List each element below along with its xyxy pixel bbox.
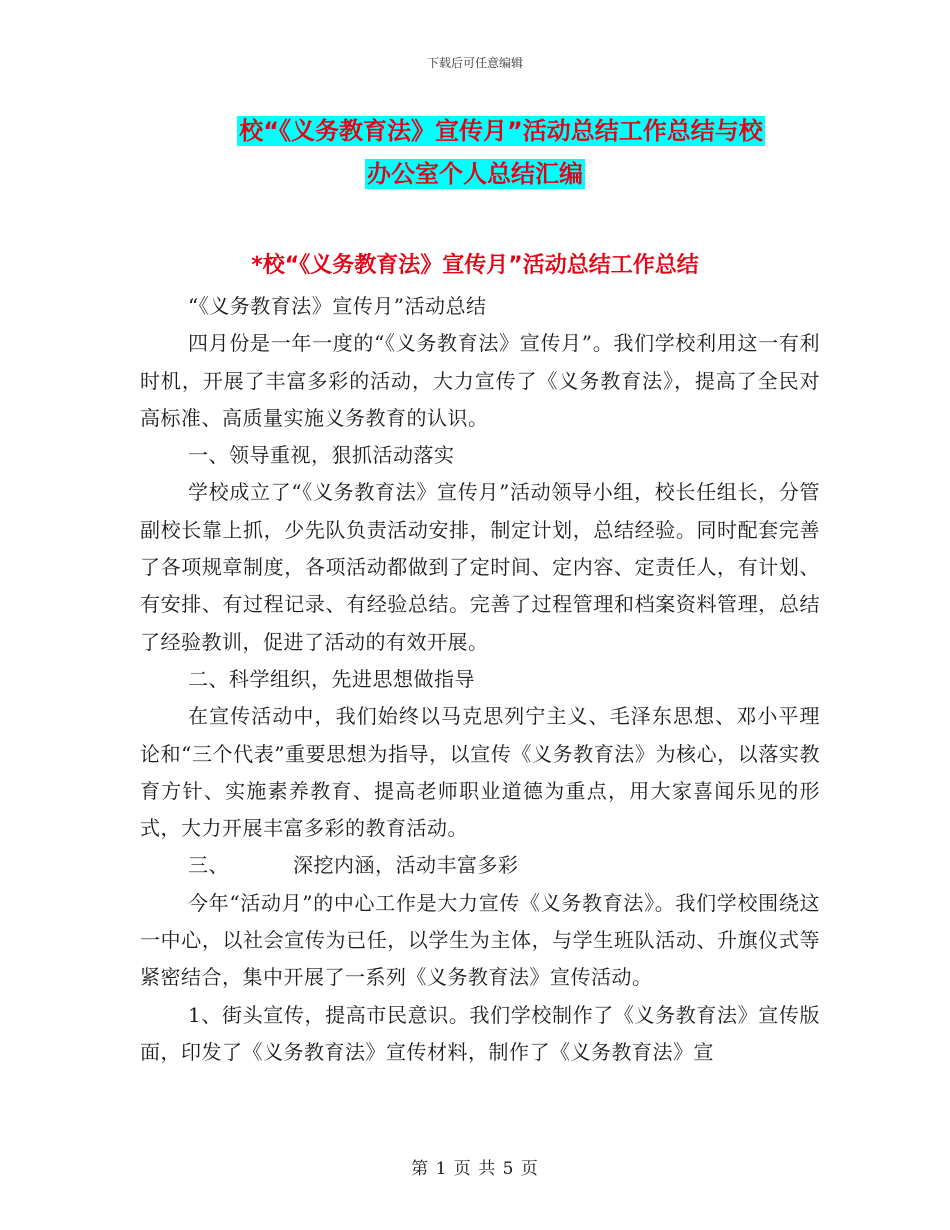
document-body bbox=[140, 288, 820, 1071]
document-title-line-2 bbox=[0, 157, 950, 191]
title-highlight-1: 校“《义务教育法》宣传月”活动总结工作总结与校 bbox=[239, 117, 763, 145]
paragraph-heading bbox=[140, 847, 820, 884]
paragraph-heading: 二、科学组织，先进思想做指导 bbox=[188, 666, 475, 691]
heading-text: 深挖内涵，活动丰富多彩 bbox=[293, 853, 519, 878]
header-note: 下载后可任意编辑 bbox=[426, 56, 523, 70]
section-title: *校“《义务教育法》宣传月”活动总结工作总结 bbox=[251, 253, 699, 278]
paragraph: “《义务教育法》宣传月”活动总结 bbox=[188, 294, 487, 318]
paragraph: 今年“活动月”的中心工作是大力宣传《义务教育法》。我们学校围绕这一中心，以社会宣传为已任，以学生为主体，与学生班队活动、升旗仪式等紧密结合，集中开展了一系列《义务教育法》宣传活动。 bbox=[140, 890, 820, 990]
paragraph: 在宣传活动中，我们始终以马克思列宁主义、毛泽东思想、邓小平理论和“三个代表”重要思想为指导，以宣传《义务教育法》为核心，以落实教育方针、实施素养教育、提高老师职业道德为重点，用大家喜闻乐见的形式，大力开展丰富多彩的教育活动。 bbox=[140, 704, 820, 841]
page-footer: 第 1 页 共 5 页 bbox=[411, 1159, 539, 1179]
paragraph: 学校成立了“《义务教育法》宣传月”活动领导小组，校长任组长，分管副校长靠上抓，少先队负责活动安排，制定计划，总结经验。同时配套完善了各项规章制度，各项活动都做到了定时间、定内容、定责任人，有计划、有安排、有过程记录、有经验总结。完善了过程管理和档案资料管理，总结了经验教训，促进了活动的有效开展。 bbox=[140, 480, 820, 654]
paragraph: 1、街头宣传，提高市民意识。我们学校制作了《义务教育法》宣传版面，印发了《义务教育法》宣传材料，制作了《义务教育法》宣 bbox=[140, 1002, 820, 1064]
paragraph: 四月份是一年一度的“《义务教育法》宣传月”。我们学校利用这一有利时机，开展了丰富多彩的活动，大力宣传了《义务教育法》，提高了全民对高标准、高质量实施义务教育的认识。 bbox=[140, 331, 820, 430]
document-title-line-1 bbox=[26, 114, 950, 148]
title-highlight-2: 办公室个人总结汇编 bbox=[367, 160, 583, 188]
heading-number: 三、 bbox=[188, 853, 229, 878]
paragraph-heading: 一、领导重视，狠抓活动落实 bbox=[188, 443, 455, 468]
